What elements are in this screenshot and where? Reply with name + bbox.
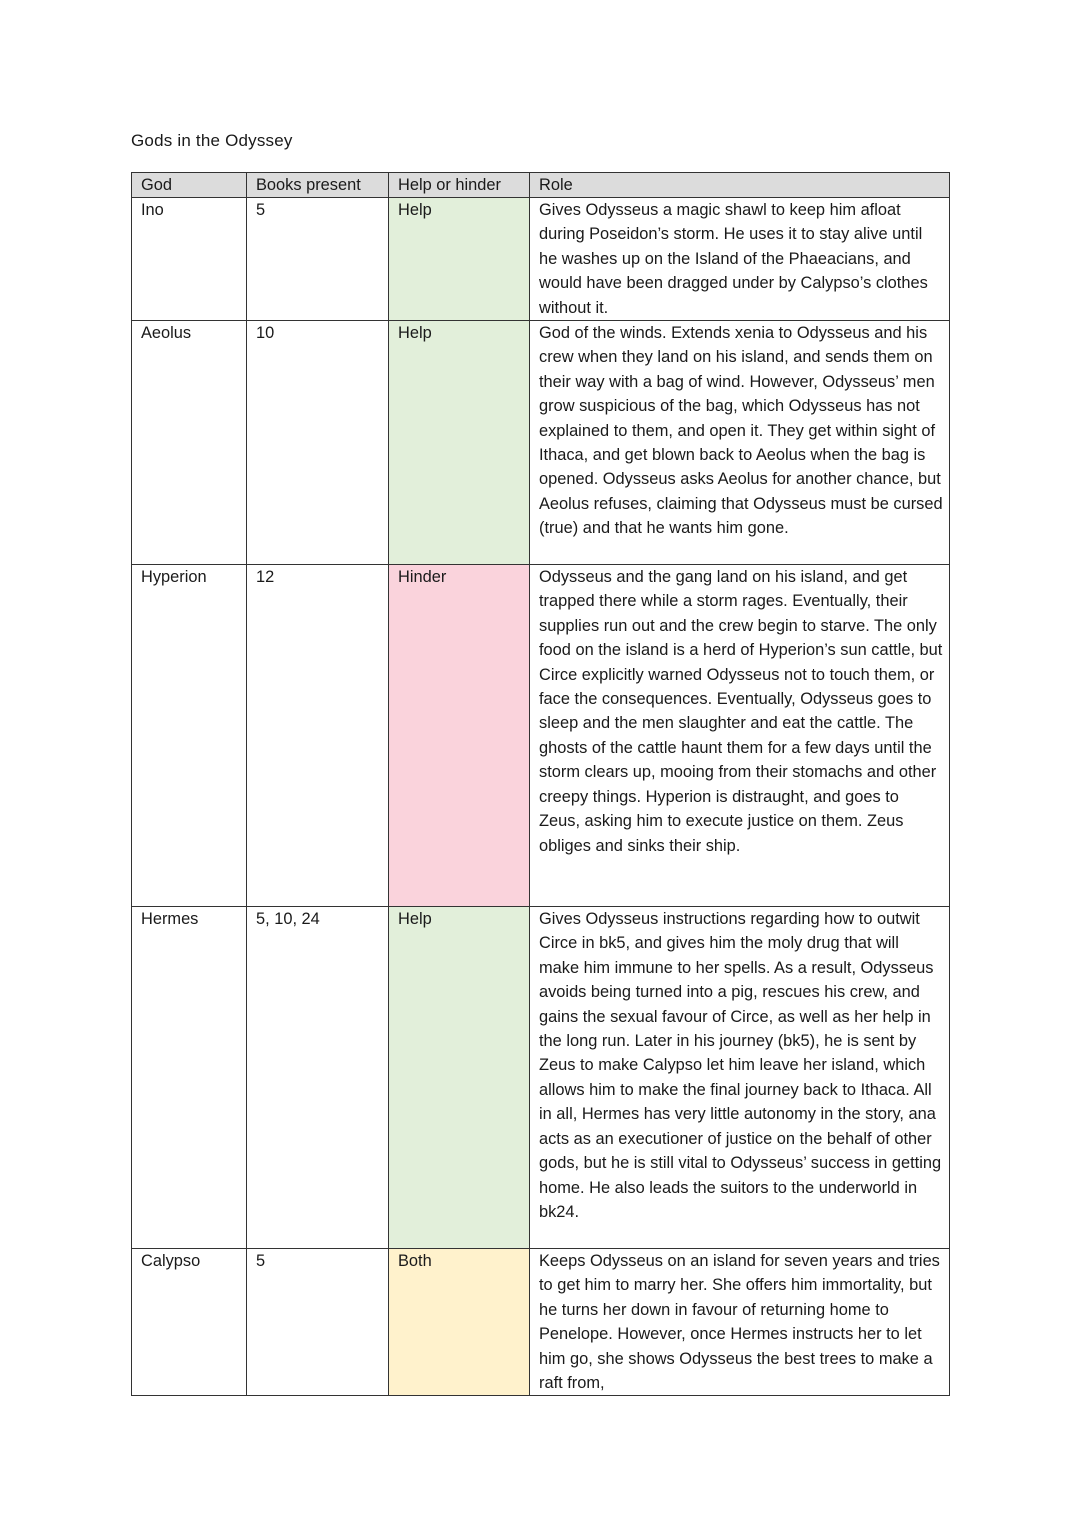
help-or-hinder-cell: Help (389, 907, 530, 1249)
table-row (132, 907, 950, 1249)
books-cell: 5, 10, 24 (247, 907, 389, 1249)
table-row (132, 1249, 950, 1396)
god-name-cell: Hermes (132, 907, 247, 1249)
header-god: God (132, 173, 247, 198)
god-name-cell: Aeolus (132, 321, 247, 565)
gods-table (131, 172, 950, 1396)
role-cell: God of the winds. Extends xenia to Odysseus and his crew when they land on his island, and sends them on their way with a bag of wind. However, Odysseus’ men grow suspicious of the bag, which Odysseus has not explained to them, and open it. They get within sight of Ithaca, and get blown back to Aeolus when the bag is opened. Odysseus asks Aeolus for another chance, but Aeolus refuses, claiming that Odysseus must be cursed (true) and that he wants him gone. (530, 321, 950, 565)
page-title: Gods in the Odyssey (131, 131, 293, 150)
books-cell: 5 (247, 198, 389, 321)
books-cell: 12 (247, 565, 389, 907)
header-books-present: Books present (247, 173, 389, 198)
help-or-hinder-cell: Both (389, 1249, 530, 1396)
role-cell: Keeps Odysseus on an island for seven years and tries to get him to marry her. She offers him immortality, but he turns her down in favour of returning home to Penelope. However, once Hermes instructs her to let him go, she shows Odysseus the best trees to make a raft from, (530, 1249, 950, 1396)
table-row (132, 565, 950, 907)
table-row (132, 198, 950, 321)
header-help-or-hinder: Help or hinder (389, 173, 530, 198)
god-name-cell: Calypso (132, 1249, 247, 1396)
books-cell: 10 (247, 321, 389, 565)
help-or-hinder-cell: Help (389, 321, 530, 565)
role-cell: Gives Odysseus instructions regarding how to outwit Circe in bk5, and gives him the moly drug that will make him immune to her spells. As a result, Odysseus avoids being turned into a pig, rescues his crew, and gains the sexual favour of Circe, as well as her help in the long run. Later in his journey (bk5), he is sent by Zeus to make Calypso let him leave her island, which allows him to make the final journey back to Ithaca. All in all, Hermes has very little autonomy in the story, ana acts as an executioner of justice on the behalf of other gods, but he is still vital to Odysseus’ success in getting home. He also leads the suitors to the underworld in bk24. (530, 907, 950, 1249)
help-or-hinder-cell: Hinder (389, 565, 530, 907)
god-name-cell: Ino (132, 198, 247, 321)
role-cell: Gives Odysseus a magic shawl to keep him afloat during Poseidon’s storm. He uses it to stay alive until he washes up on the Island of the Phaeacians, and would have been dragged under by Calypso’s clothes without it. (530, 198, 950, 321)
role-cell: Odysseus and the gang land on his island, and get trapped there while a storm rages. Eventually, their supplies run out and the crew begin to starve. The only food on the island is a herd of Hyperion’s sun cattle, but Circe explicitly warned Odysseus not to touch them, or face the consequences. Eventually, Odysseus goes to sleep and the men slaughter and eat the cattle. The ghosts of the cattle haunt them for a few days until the storm clears up, mooing from their stomachs and other creepy things. Hyperion is distraught, and goes to Zeus, asking him to execute justice on them. Zeus obliges and sinks their ship. (530, 565, 950, 907)
table-header-row (132, 173, 950, 198)
table-row (132, 321, 950, 565)
god-name-cell: Hyperion (132, 565, 247, 907)
books-cell: 5 (247, 1249, 389, 1396)
header-role: Role (530, 173, 950, 198)
help-or-hinder-cell: Help (389, 198, 530, 321)
